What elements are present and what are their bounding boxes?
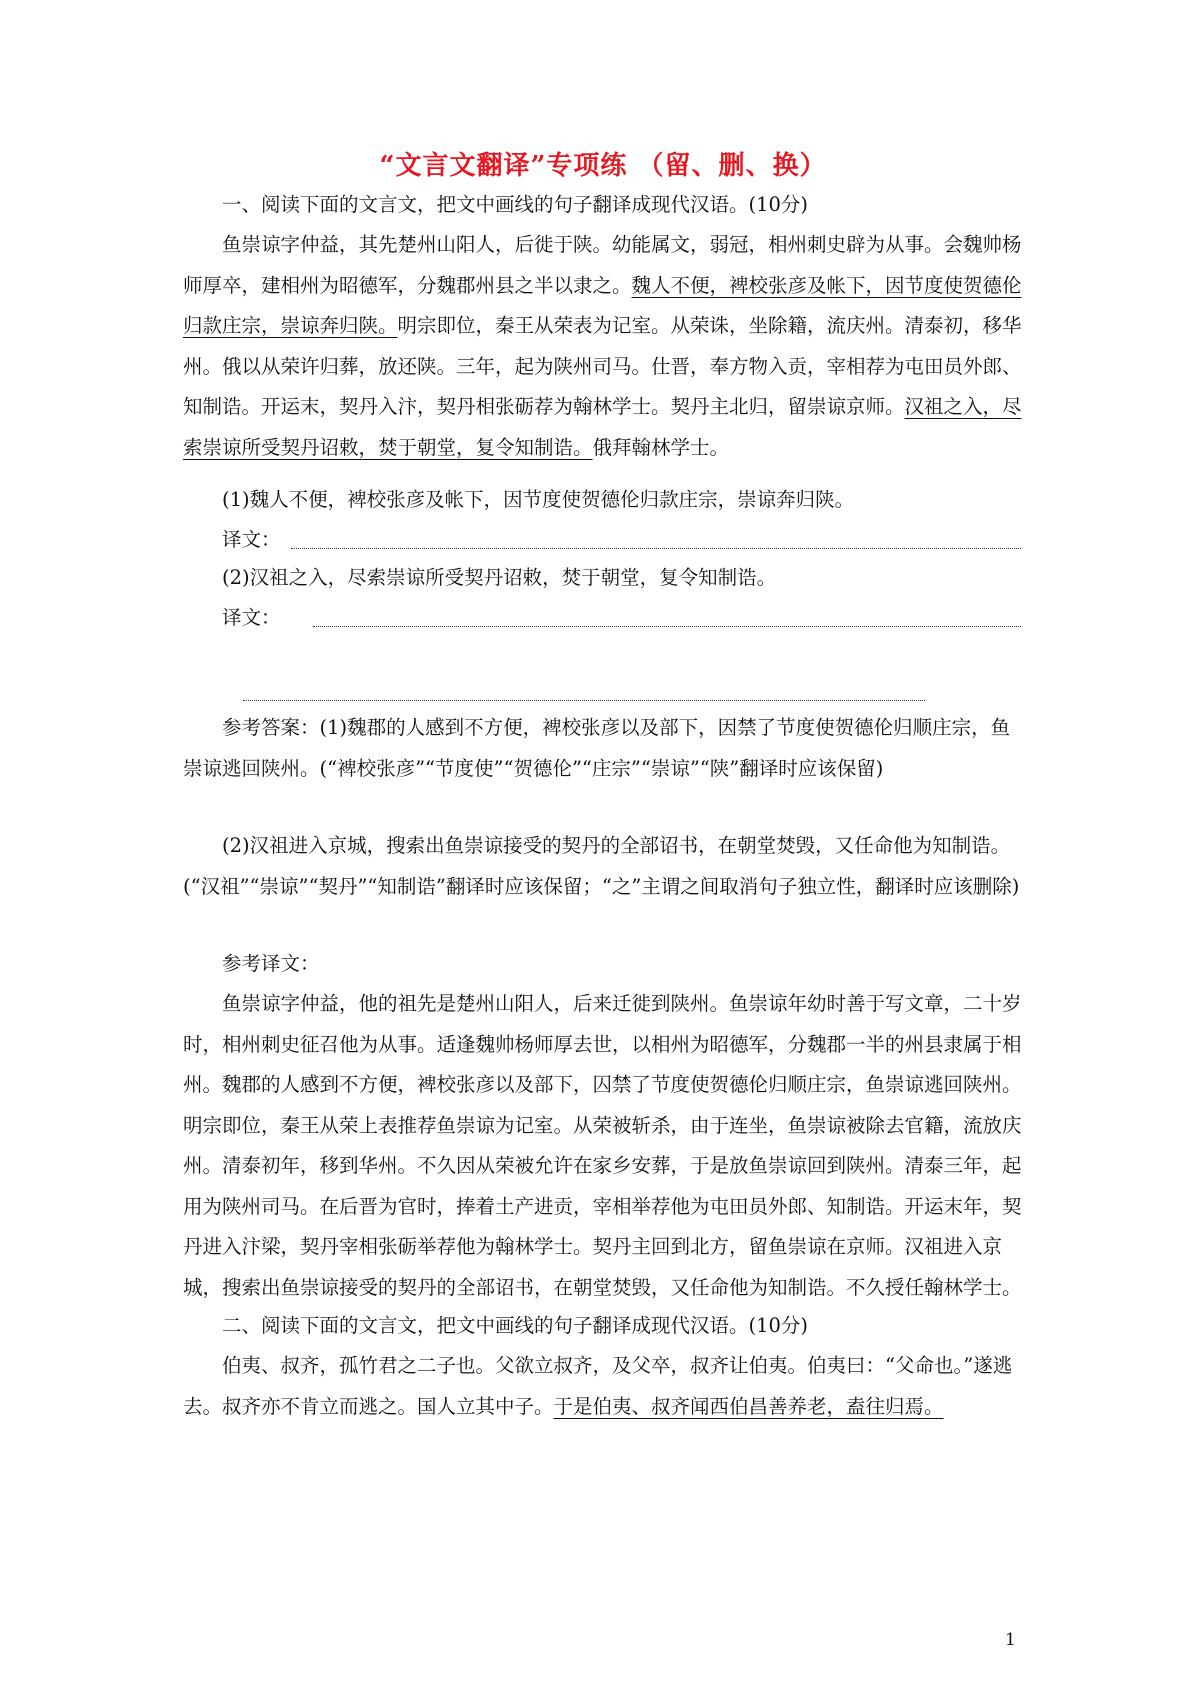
question-2: (2)汉祖之入，尽索崇谅所受契丹诏敕，焚于朝堂，复令知制诰。 [222,566,777,589]
underlined-sentence-1: 魏人不便，裨校张彦及帐下，因节度使贺德伦归款庄宗，崇谅奔归陕。 [183,273,1022,337]
section1-passage [183,225,1023,468]
translation-label-2: 译文： [222,606,281,629]
question-1: (1)魏人不便，裨校张彦及帐下，因节度使贺德伦归款庄宗，崇谅奔归陕。 [222,488,855,511]
question-2-block [183,558,1023,599]
page-title: “文言文翻译”专项练 （留、删、换） [379,151,827,181]
document-page [183,0,1023,1698]
ref-translation-label: 参考译文： [222,952,320,975]
reference-answer-2: (2)汉祖进入京城，搜索出鱼崇谅接受的契丹的全部诏书，在朝堂焚毁，又任命他为知制诰。(“汉祖”“崇谅”“契丹”“知制诰”翻译时应该保留；“之”主谓之间取消句子独立性，翻译时应该删除) [183,834,1020,898]
passage-text: 俄拜翰林学士。 [592,435,730,459]
ref-translation-block [183,984,1023,1308]
section1-heading: 一、阅读下面的文言文，把文中画线的句子翻译成现代汉语。(10分) [222,193,809,216]
answer-line-3[interactable] [243,700,925,701]
answer-line-1[interactable] [291,548,1021,549]
section2-heading-block [183,1306,1023,1347]
ref-translation-label-block [183,944,1023,985]
question-1-block [183,480,1023,521]
section2-heading: 二、阅读下面的文言文，把文中画线的句子翻译成现代汉语。(10分) [222,1314,809,1337]
answer-1-block [183,708,1023,789]
answer-2-block [183,826,1023,907]
passage-text: 明宗即位，秦王从荣表为记室。从荣诛，坐除籍，流庆州。清泰初，移华州。俄以从荣许归葬，放还陕。三年，起为陕州司马。仕晋，奉方物入贡，宰相荐为屯田员外郎、知制诰。开运末，契丹入汴，契丹相张砺荐为翰林学士。契丹主北归，留崇谅京师。 [183,314,1022,418]
page-number: 1 [1005,1630,1016,1650]
passage-paragraph [183,225,1023,468]
underlined-sentence-3: 于是伯夷、叔齐闻西伯昌善养老，盍往归焉。 [553,1394,944,1418]
passage-text: 伯夷、叔齐，孤竹君之二子也。父欲立叔齐，及父卒，叔齐让伯夷。伯夷曰：“父命也。”遂逃去。叔齐亦不肯立而逃之。国人立其中子。 [183,1354,1013,1418]
reference-answer-1: 参考答案：(1)魏郡的人感到不方便，裨校张彦以及部下，因禁了节度使贺德伦归顺庄宗，鱼崇谅逃回陕州。(“裨校张彦”“节度使”“贺德伦”“庄宗”“崇谅”“陕”翻译时应该保留) [183,716,1011,780]
underlined-sentence-2: 汉祖之入，尽索崇谅所受契丹诏敕，焚于朝堂，复令知制诰。 [183,395,1022,459]
answer-line-2[interactable] [313,626,1021,627]
section1-heading-block [183,185,1023,226]
ref-translation: 鱼崇谅字仲益，他的祖先是楚州山阳人，后来迁徙到陕州。鱼崇谅年幼时善于写文章，二十岁时，相州刺史征召他为从事。适逢魏帅杨师厚去世，以相州为昭德军，分魏郡一半的州县隶属于相州。魏郡的人感到不方便，裨校张彦以及部下，囚禁了节度使贺德伦归顺庄宗，鱼崇谅逃回陕州。明宗即位，秦王从荣上表推荐鱼崇谅为记室。从荣被斩杀，由于连坐，鱼崇谅被除去官籍，流放庆州。清泰初年，移到华州。不久因从荣被允许在家乡安葬，于是放鱼崇谅回到陕州。清泰三年，起用为陕州司马。在后晋为官时，捧着土产进贡，宰相举荐他为屯田员外郎、知制诰。开运末年，契丹进入汴梁，契丹宰相张砺举荐他为翰林学士。契丹主回到北方，留鱼崇谅在京师。汉祖进入京城，搜索出鱼崇谅接受的契丹的全部诏书，在朝堂焚毁，又任命他为知制诰。不久授任翰林学士。 [183,992,1022,1299]
section2-paragraph [183,1346,1023,1427]
translation-label-1: 译文： [222,528,281,551]
section2-passage [183,1346,1023,1427]
passage-text: 鱼崇谅字仲益，其先楚州山阳人，后徙于陕。幼能属文，弱冠，相州刺史辟为从事。会魏帅杨师厚卒，建相州为昭德军，分魏郡州县之半以隶之。 [183,233,1022,297]
